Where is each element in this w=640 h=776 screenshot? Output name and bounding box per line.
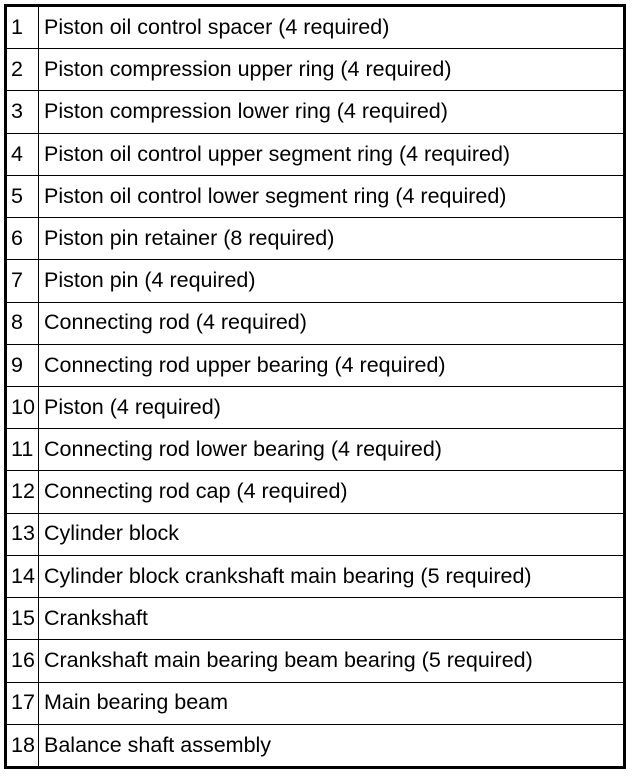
part-number: 5 <box>6 175 39 217</box>
part-description: Crankshaft <box>39 598 625 640</box>
part-number: 16 <box>6 640 39 682</box>
legend-row <box>6 386 625 428</box>
part-number: 9 <box>6 344 39 386</box>
part-description: Piston oil control lower segment ring (4 required) <box>39 175 625 217</box>
part-description: Piston pin (4 required) <box>39 260 625 302</box>
legend-row <box>6 555 625 597</box>
part-number: 17 <box>6 682 39 724</box>
legend-row <box>6 133 625 175</box>
legend-row <box>6 175 625 217</box>
legend-row <box>6 682 625 724</box>
part-description: Balance shaft assembly <box>39 724 625 767</box>
part-description: Connecting rod lower bearing (4 required) <box>39 429 625 471</box>
part-number: 15 <box>6 598 39 640</box>
part-number: 1 <box>6 6 39 49</box>
part-description: Connecting rod (4 required) <box>39 302 625 344</box>
legend-row <box>6 598 625 640</box>
part-number: 14 <box>6 555 39 597</box>
legend-row <box>6 640 625 682</box>
legend-row <box>6 6 625 49</box>
legend-row <box>6 302 625 344</box>
part-number: 18 <box>6 724 39 767</box>
part-description: Connecting rod cap (4 required) <box>39 471 625 513</box>
part-number: 10 <box>6 386 39 428</box>
legend-row <box>6 429 625 471</box>
legend-row <box>6 260 625 302</box>
legend-row <box>6 218 625 260</box>
part-description: Cylinder block crankshaft main bearing (5 required) <box>39 555 625 597</box>
legend-row <box>6 513 625 555</box>
part-number: 12 <box>6 471 39 513</box>
part-description: Piston oil control upper segment ring (4 required) <box>39 133 625 175</box>
part-number: 2 <box>6 49 39 91</box>
legend-row <box>6 49 625 91</box>
part-number: 6 <box>6 218 39 260</box>
part-description: Piston compression lower ring (4 required) <box>39 91 625 133</box>
part-number: 7 <box>6 260 39 302</box>
parts-legend-table <box>4 4 626 769</box>
part-number: 11 <box>6 429 39 471</box>
legend-row <box>6 471 625 513</box>
part-description: Piston (4 required) <box>39 386 625 428</box>
part-number: 13 <box>6 513 39 555</box>
part-number: 3 <box>6 91 39 133</box>
part-description: Connecting rod upper bearing (4 required) <box>39 344 625 386</box>
part-description: Main bearing beam <box>39 682 625 724</box>
part-description: Crankshaft main bearing beam bearing (5 required) <box>39 640 625 682</box>
part-description: Piston pin retainer (8 required) <box>39 218 625 260</box>
parts-legend-body <box>6 6 625 768</box>
part-description: Piston compression upper ring (4 required) <box>39 49 625 91</box>
part-number: 4 <box>6 133 39 175</box>
part-number: 8 <box>6 302 39 344</box>
part-description: Cylinder block <box>39 513 625 555</box>
legend-row <box>6 344 625 386</box>
legend-row <box>6 91 625 133</box>
legend-row <box>6 724 625 767</box>
part-description: Piston oil control spacer (4 required) <box>39 6 625 49</box>
